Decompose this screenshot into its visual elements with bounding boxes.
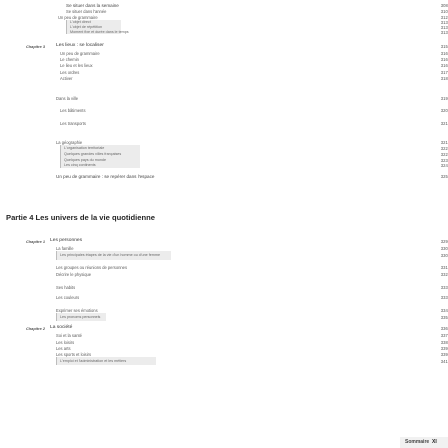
toc-line: La famille (56, 246, 74, 251)
toc-line: L'emploi et l'administration et les métiers (60, 359, 127, 363)
toc-page: 332 (440, 272, 448, 277)
toc-page: 310 (440, 9, 448, 14)
toc-page: 313 (440, 25, 448, 30)
toc-page: 318 (440, 76, 448, 81)
toc-line: L'objet direct (70, 20, 91, 24)
chapter-title: Les lieux : se localiser (56, 43, 104, 48)
toc-line: Le lieu et les lieux (60, 63, 93, 68)
toc-line: Quelques grandes villes françaises (64, 152, 122, 156)
toc-page: 321 (440, 121, 448, 126)
toc-page: 330 (440, 253, 448, 258)
toc-line: Les loisirs (56, 340, 75, 345)
toc-line: Les sports et loisirs (56, 352, 92, 357)
toc-page: 322 (440, 146, 448, 151)
toc-page: 338 (440, 340, 448, 345)
toc-page: 329 (440, 239, 448, 244)
toc-page: 335 (440, 315, 448, 320)
toc-line: Décrire le physique (56, 272, 92, 277)
toc-page: 316 (440, 57, 448, 62)
toc-line: Se situer dans l'année (66, 9, 107, 14)
toc-page: 317 (440, 70, 448, 75)
footer-page-number: XI (432, 439, 437, 445)
chapter-label: Chapitre 3 (26, 44, 46, 49)
toc-line: Un peu de grammaire (58, 15, 98, 20)
part-heading: Partie 4 Les univers de la vie quotidienne (6, 213, 155, 222)
toc-page: 313 (440, 20, 448, 25)
toc-line: Les groupes ou réunions de personnes (56, 265, 128, 270)
toc-page: 320 (440, 108, 448, 113)
toc-line: Les arts (56, 346, 71, 351)
toc-page: 337 (440, 333, 448, 338)
toc-page: 333 (440, 285, 448, 290)
chapter-title: La société (50, 325, 73, 330)
toc-page: 341 (440, 359, 448, 364)
toc-line: Les principales étapes de la vie d'un homme ou d'une femme (60, 253, 161, 257)
toc-page: 319 (440, 96, 448, 101)
toc-page: 315 (440, 44, 448, 49)
toc-page: 308 (440, 3, 448, 8)
toc-line: Dans la ville (56, 96, 79, 101)
toc-line: Moment fixe et durée dans le temps (70, 30, 129, 34)
chapter-title: Les personnes (50, 238, 83, 243)
toc-page: 316 (440, 51, 448, 56)
toc-page: 312 (440, 15, 448, 20)
toc-page: 330 (440, 246, 448, 251)
toc-line: Ses habits (56, 285, 76, 290)
toc-page: 339 (440, 352, 448, 357)
toc-page: 322 (440, 152, 448, 157)
toc-line: Un peu de grammaire : se repérer dans l'espace (56, 174, 155, 179)
toc-line: L'objet de répétition (70, 25, 103, 29)
toc-line: Les cinq continents (64, 163, 96, 167)
toc-page: 333 (440, 295, 448, 300)
toc-page: 331 (440, 265, 448, 270)
toc-line: Les ordres (60, 70, 80, 75)
toc-line: Les transports (60, 121, 86, 126)
toc-page: 313 (440, 30, 448, 35)
chapter-label: Chapitre 2 (26, 326, 46, 331)
toc-page: 321 (440, 140, 448, 145)
toc-line: Se situer dans la semaine (66, 3, 119, 8)
toc-line: La géographie (56, 140, 83, 145)
chapter-label: Chapitre 1 (26, 239, 46, 244)
toc-page: 323 (440, 158, 448, 163)
toc-line: Soi et la santé (56, 333, 82, 338)
toc-page: 334 (440, 308, 448, 313)
toc-page: 316 (440, 63, 448, 68)
toc-page: 325 (440, 174, 448, 179)
toc-line: Activer (60, 76, 73, 81)
toc-line: Les couleurs (56, 295, 80, 300)
toc-page: 324 (440, 163, 448, 168)
toc-line: Un peu de grammaire (60, 51, 100, 56)
toc-line: Exprimer ses émotions (56, 308, 98, 313)
toc-line: Les pronoms personnels (60, 315, 101, 319)
toc-line: Les bâtiments (60, 108, 86, 113)
toc-page: 339 (440, 346, 448, 351)
toc-line: L'organisation territoriale (64, 146, 105, 150)
toc-page: 336 (440, 326, 448, 331)
toc-line: Quelques pays du monde (64, 158, 107, 162)
footer-label: Sommaire (405, 439, 430, 445)
toc-line: Le chemin (60, 57, 79, 62)
